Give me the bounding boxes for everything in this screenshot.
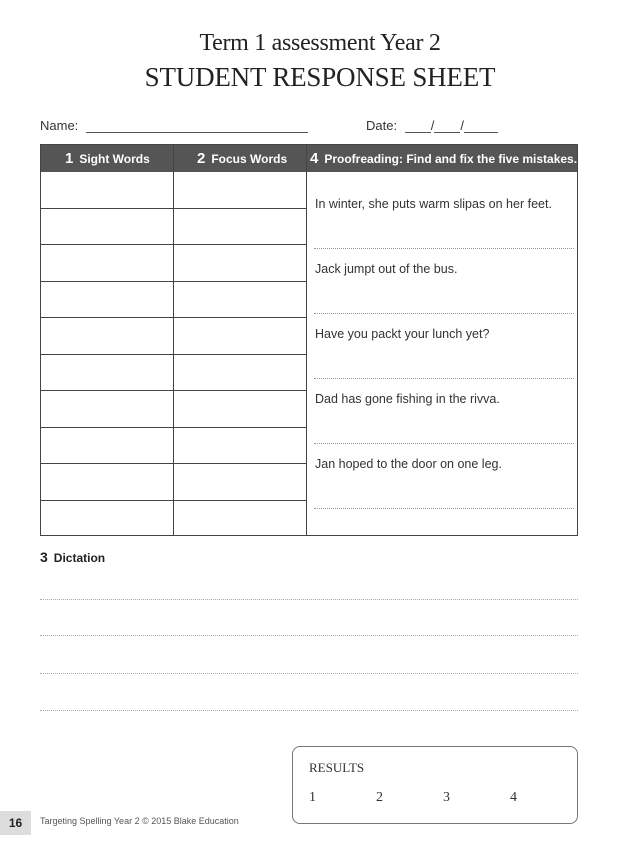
table-row-line [41,390,306,391]
dictation-line[interactable] [40,599,578,600]
column-divider [306,145,307,535]
section-number: 3 [40,549,48,565]
page-title-line1: Term 1 assessment Year 2 [199,30,441,56]
page-number: 16 [0,811,31,835]
proofreading-sentence: In winter, she puts warm slipas on her feet. [315,197,552,211]
results-box [292,746,578,824]
table-row-line [41,281,306,282]
proofreading-sentence: Jack jumpt out of the bus. [315,262,458,276]
header-proofreading [306,145,578,172]
footer-credit: Targeting Spelling Year 2 © 2015 Blake Education [40,816,239,826]
section-number: 4 [310,150,319,167]
results-score-4[interactable]: 4 [510,790,517,805]
header-label: Sight Words [79,152,150,166]
table-row-line [41,427,306,428]
answer-line[interactable] [314,378,574,379]
table-header [41,145,577,172]
answer-line[interactable] [314,443,574,444]
date-field [366,118,498,133]
proofreading-sentence: Jan hoped to the door on one leg. [315,457,502,471]
results-score-1[interactable]: 1 [309,790,316,805]
date-year-line[interactable] [464,132,498,133]
name-label: Name: [40,118,79,133]
date-separator: / [430,118,435,133]
header-focus-words [173,145,306,172]
table-row-line [41,500,306,501]
date-separator: / [460,118,464,133]
dictation-line[interactable] [40,635,578,636]
dictation-heading [40,549,105,565]
page-title-line2: STUDENT RESPONSE SHEET [144,62,496,92]
name-input-line[interactable] [86,132,308,133]
table-row-line [41,354,306,355]
answer-line[interactable] [314,508,574,509]
table-row-line [41,208,306,209]
dictation-line[interactable] [40,710,578,711]
name-field [40,118,308,133]
dictation-label: Dictation [53,551,106,565]
table-row-line [41,463,306,464]
dictation-line[interactable] [40,673,578,674]
proofreading-sentence: Dad has gone fishing in the rivva. [315,392,500,406]
date-month-line[interactable] [434,132,460,133]
response-table [40,144,578,536]
header-label: Proofreading: Find and fix the five mistakes. [324,152,578,166]
header-label: Focus Words [211,152,288,166]
section-number: 2 [197,150,206,167]
results-score-3[interactable]: 3 [443,790,450,805]
column-divider [173,145,174,535]
proofreading-sentence: Have you packt your lunch yet? [315,327,490,341]
results-score-2[interactable]: 2 [376,790,383,805]
answer-line[interactable] [314,313,574,314]
header-sight-words [41,145,173,172]
date-day-line[interactable] [405,132,431,133]
table-row-line [41,244,306,245]
table-row-line [41,317,306,318]
date-label: Date: [366,118,398,133]
section-number: 1 [65,150,74,167]
results-label: RESULTS [309,760,365,775]
answer-line[interactable] [314,248,574,249]
